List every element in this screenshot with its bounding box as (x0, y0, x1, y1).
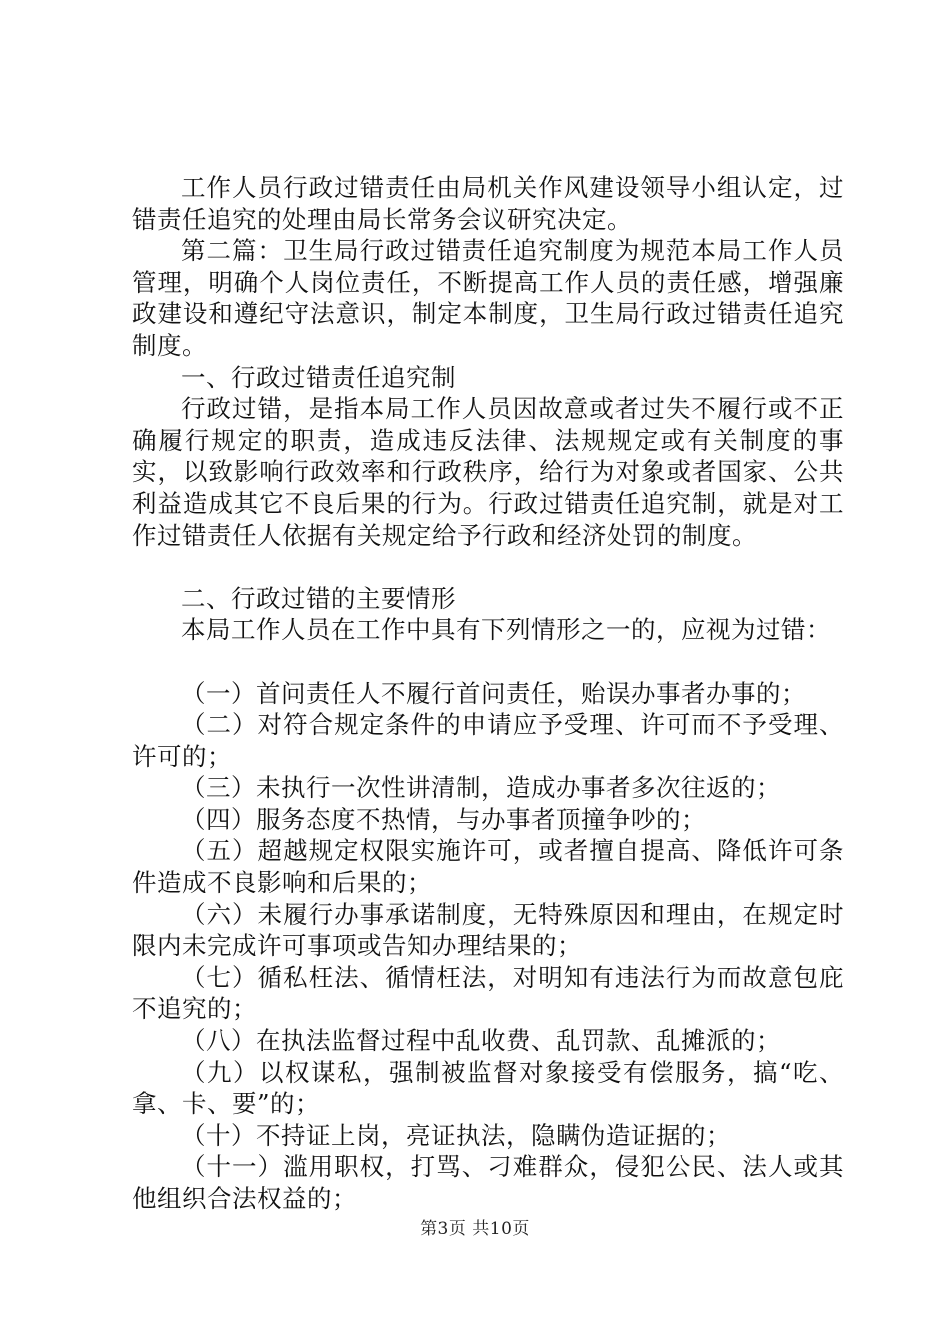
paragraph: 本局工作人员在工作中具有下列情形之一的，应视为过错： (181, 615, 831, 645)
list-item: （九）以权谋私，强制被监督对象接受有偿服务，搞“吃、拿、卡、要”的； (132, 1057, 844, 1119)
spacer (132, 551, 844, 583)
list-item: （二）对符合规定条件的申请应予受理、许可而不予受理、许可的； (132, 710, 844, 771)
list-item: （七）循私枉法、循情枉法，对明知有违法行为而故意包庇不追究的； (132, 962, 844, 1024)
list-item: （五）超越规定权限实施许可，或者擅自提高、降低许可条件造成不良影响和后果的； (132, 836, 844, 898)
list-item: （八）在执法监督过程中乱收费、乱罚款、乱摊派的； (181, 1026, 781, 1056)
list-item: （一）首问责任人不履行首问责任，贻误办事者办事的； (181, 678, 806, 708)
paragraph: 工作人员行政过错责任由局机关作风建设领导小组认定，过错责任追究的处理由局长常务会议研究决定。 (132, 173, 844, 234)
list-item: （三）未执行一次性讲清制，造成办事者多次往返的； (181, 773, 781, 803)
section-heading: 一、行政过错责任追究制 (181, 362, 456, 392)
list-item: （十一）滥用职权，打骂、刁难群众，侵犯公民、法人或其他组织合法权益的； (132, 1152, 844, 1213)
list-item: （六）未履行办事承诺制度，无特殊原因和理由，在规定时限内未完成许可事项或告知办理结果的； (132, 899, 844, 961)
document-body (132, 172, 844, 1215)
page-number-footer: 第3页 共10页 (420, 1219, 530, 1239)
paragraph: 行政过错，是指本局工作人员因故意或者过失不履行或不正确履行规定的职责，造成违反法律、法规规定或有关制度的事实，以致影响行政效率和行政秩序，给行为对象或者国家、公共利益造成其它不良后果的行为。行政过错责任追究制，就是对工作过错责任人依据有关规定给予行政和经济处罚的制度。 (132, 394, 844, 550)
section-heading: 二、行政过错的主要情形 (181, 583, 456, 613)
spacer (132, 646, 844, 678)
paragraph: 第二篇：卫生局行政过错责任追究制度为规范本局工作人员管理，明确个人岗位责任，不断提高工作人员的责任感，增强廉政建设和遵纪守法意识，制定本制度，卫生局行政过错责任追究制度。 (132, 236, 844, 360)
list-item: （十）不持证上岗，亮证执法，隐瞒伪造证据的； (181, 1120, 731, 1150)
list-item: （四）服务态度不热情，与办事者顶撞争吵的； (181, 804, 706, 834)
